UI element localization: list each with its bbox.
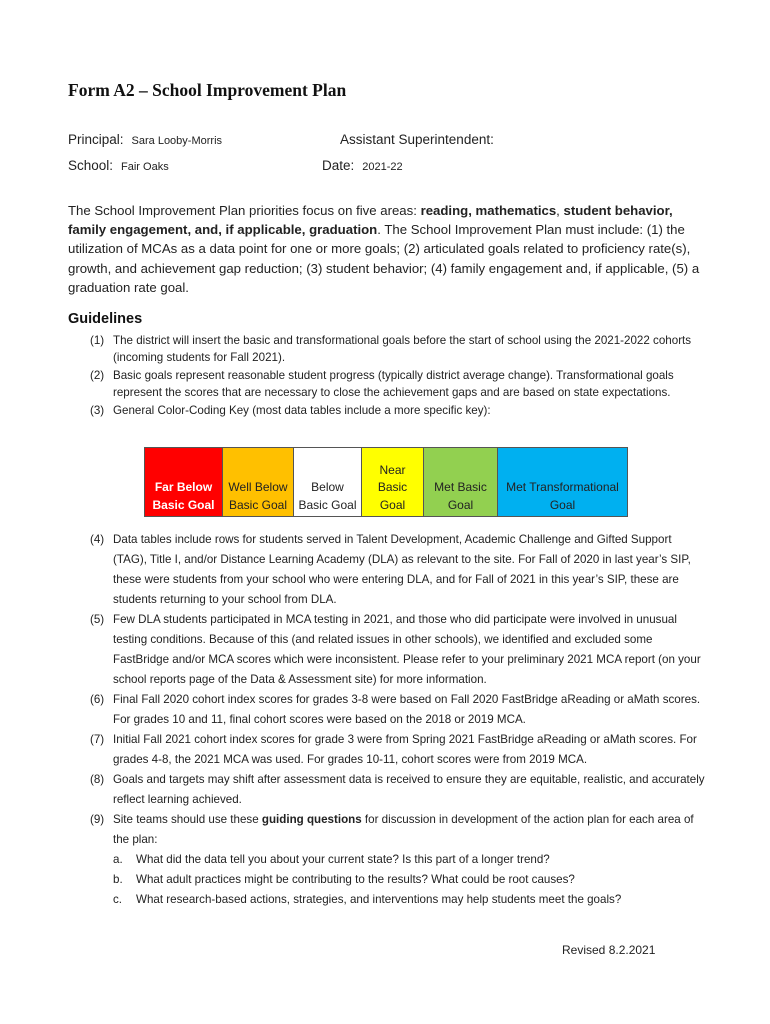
guideline-item bbox=[90, 810, 705, 850]
school-field bbox=[68, 157, 169, 175]
guideline-item bbox=[90, 402, 705, 419]
guideline-text: for discussion in development of the action plan for each area of the plan: bbox=[113, 813, 694, 846]
color-key-met-transformational bbox=[498, 448, 628, 517]
guiding-question-text: What research-based actions, strategies, and interventions may help students meet the goals? bbox=[136, 893, 622, 906]
revised-date: Revised 8.2.2021 bbox=[562, 943, 656, 957]
date-field bbox=[322, 157, 403, 175]
guideline-number: (1) bbox=[90, 334, 105, 347]
guidelines-list-top bbox=[90, 332, 705, 419]
guidelines-list-bottom bbox=[90, 530, 705, 910]
guideline-number: (2) bbox=[90, 368, 105, 382]
guideline-text: Basic goals represent reasonable student progress (typically district average change). Transformational goals represent the scores that are necessary to close the achievement gaps and are based on state expectations. bbox=[113, 368, 674, 400]
color-key-label: Near Basic Goal bbox=[377, 462, 408, 512]
guideline-item bbox=[90, 367, 705, 402]
guiding-questions-bold: guiding questions bbox=[261, 813, 362, 826]
date-label: Date: bbox=[322, 158, 355, 173]
guiding-question-letter: c. bbox=[113, 893, 123, 906]
guideline-text: Goals and targets may shift after assessment data is received to ensure they are equitable, realistic, and accurately reflect learning achieved. bbox=[113, 773, 705, 806]
intro-bold-areas: student behavior, family engagement, and, if applicable, graduation bbox=[68, 203, 673, 238]
color-coding-key-table bbox=[144, 447, 628, 517]
guiding-question bbox=[90, 890, 705, 910]
guideline-item bbox=[90, 610, 705, 690]
guideline-text: The district will insert the basic and transformational goals before the start of school using the 2021-2022 cohorts (incoming students for Fall 2021). bbox=[113, 334, 692, 365]
guideline-number: (8) bbox=[90, 773, 105, 786]
intro-text: The School Improvement Plan priorities focus on five areas: bbox=[68, 203, 421, 218]
guideline-number: (9) bbox=[90, 813, 105, 826]
assistant-superintendent-field bbox=[340, 131, 494, 149]
guideline-number: (7) bbox=[90, 733, 105, 746]
intro-paragraph bbox=[68, 201, 708, 297]
guiding-question bbox=[90, 870, 705, 890]
guideline-number: (4) bbox=[90, 533, 105, 546]
guideline-text: Few DLA students participated in MCA testing in 2021, and those who did participate were involved in unusual testing conditions. Because of this (and related issues in other schools), we identified and excluded some FastBridge and/or MCA scores which were inconsistent. Please refer to your preliminary 2021 MCA report (on your school reports page of the Data & Assessment site) for more information. bbox=[113, 613, 701, 686]
color-key-row bbox=[145, 448, 628, 517]
school-label: School: bbox=[68, 158, 114, 173]
guideline-text: General Color-Coding Key (most data tables include a more specific key): bbox=[113, 403, 491, 417]
guideline-item bbox=[90, 530, 705, 610]
guideline-item bbox=[90, 332, 705, 367]
guideline-item bbox=[90, 770, 705, 810]
guiding-question bbox=[90, 850, 705, 870]
color-key-label: Far Below Basic Goal bbox=[152, 480, 215, 512]
guideline-number: (5) bbox=[90, 613, 105, 626]
intro-bold-areas: reading, mathematics bbox=[420, 203, 557, 218]
intro-text: . The School Improvement Plan must include: (1) the utilization of MCAs as a data point for one or more goals; (2) articulated goals related to proficiency rate(s), growth, and achievement gap reduction; (3) student behavior; (4) family engagement and, if applicable, (5) a graduation rate goal. bbox=[68, 222, 700, 295]
guiding-question-text: What did the data tell you about your current state? Is this part of a longer trend? bbox=[136, 853, 550, 866]
guiding-question-letter: b. bbox=[113, 873, 123, 886]
color-key-label: Well Below Basic Goal bbox=[228, 480, 288, 512]
guideline-text: Final Fall 2020 cohort index scores for grades 3-8 were based on Fall 2020 FastBridge aReading or aMath scores. For grades 10 and 11, final cohort scores were based on the 2018 or 2019 MCA. bbox=[113, 693, 701, 726]
color-key-far-below bbox=[145, 448, 223, 517]
color-key-met-basic bbox=[424, 448, 498, 517]
date-value: 2021-22 bbox=[362, 161, 403, 173]
guideline-text: Data tables include rows for students served in Talent Development, Academic Challenge and Gifted Support (TAG), Title I, and/or Distance Learning Academy (DLA) as relevant to the site. For Fall of 2020 in last year’s SIP, these were students from your school who were entering DLA, and for Fall of 2021 in this year’s SIP, these are students returning to your school from DLA. bbox=[113, 533, 691, 606]
guiding-question-letter: a. bbox=[113, 853, 123, 866]
guideline-number: (6) bbox=[90, 693, 105, 706]
color-key-near bbox=[362, 448, 424, 517]
color-key-label: Below Basic Goal bbox=[298, 480, 357, 512]
color-key-below bbox=[294, 448, 362, 517]
guideline-text: Initial Fall 2021 cohort index scores for grade 3 were from Spring 2021 FastBridge aReading or aMath scores. For grades 4-8, the 2021 MCA was used. For grades 10-11, cohort scores were from 2019 MCA. bbox=[113, 733, 697, 766]
principal-value: Sara Looby-Morris bbox=[131, 135, 223, 147]
guidelines-heading: Guidelines bbox=[68, 311, 143, 327]
color-key-label: Met Transformational Goal bbox=[506, 480, 619, 512]
assistant-superintendent-label: Assistant Superintendent: bbox=[340, 132, 494, 147]
color-key-well-below bbox=[223, 448, 294, 517]
guideline-item bbox=[90, 690, 705, 730]
principal-label: Principal: bbox=[68, 132, 124, 147]
principal-field bbox=[68, 131, 222, 149]
guideline-number: (3) bbox=[90, 403, 105, 417]
school-value: Fair Oaks bbox=[121, 161, 169, 173]
guideline-item bbox=[90, 730, 705, 770]
color-key-label: Met Basic Goal bbox=[434, 480, 487, 512]
intro-text: , bbox=[556, 203, 564, 218]
guideline-text: Site teams should use these bbox=[113, 813, 262, 826]
form-title: Form A2 – School Improvement Plan bbox=[68, 80, 347, 100]
guiding-question-text: What adult practices might be contributing to the results? What could be root causes? bbox=[136, 873, 575, 886]
